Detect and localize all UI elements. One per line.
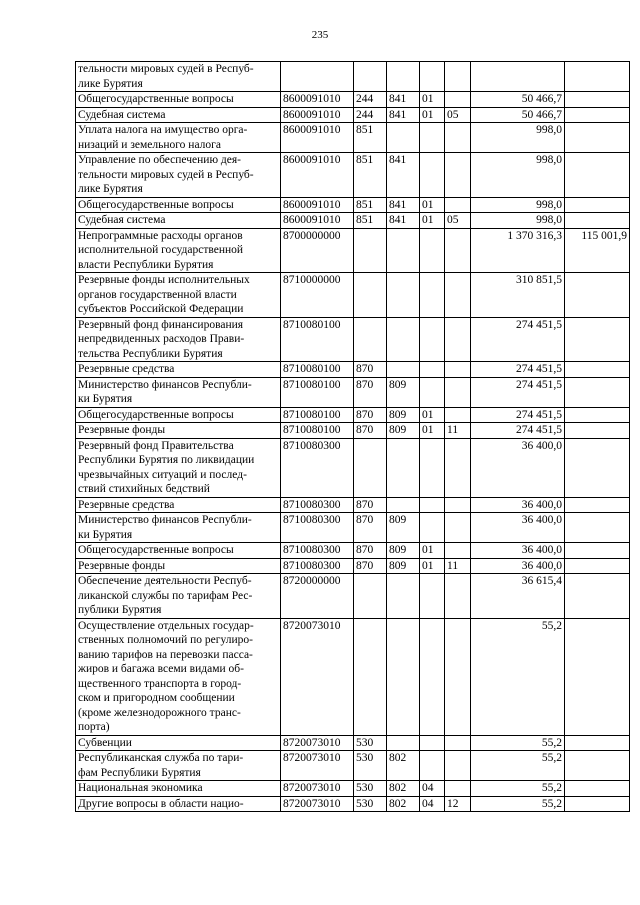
target-article-cell: 8720073010 — [281, 618, 354, 735]
target-article-cell — [281, 62, 354, 92]
amount-cell: 50 466,7 — [471, 107, 565, 123]
target-article-cell: 8710080300 — [281, 558, 354, 574]
amount-cell: 55,2 — [471, 618, 565, 735]
amount-cell: 274 451,5 — [471, 317, 565, 362]
table-row — [76, 407, 630, 423]
amount-cell: 36 400,0 — [471, 497, 565, 513]
target-article-cell: 8720073010 — [281, 751, 354, 781]
section-code-cell: 04 — [420, 781, 445, 797]
page-number: 235 — [311, 29, 329, 41]
administrator-code-cell: 809 — [387, 423, 420, 439]
item-name-cell: Обеспечение деятельности Респуб- ликанской службы по тарифам Рес- публики Бурятия — [76, 574, 281, 619]
item-name-cell: Резервный фонд Правительства Республики Бурятия по ликвидации чрезвычайных ситуаций и послед- ствий стихийных бедствий — [76, 438, 281, 497]
item-name-cell: Другие вопросы в области нацио- — [76, 796, 281, 812]
target-article-cell: 8720073010 — [281, 735, 354, 751]
expense-type-cell: 870 — [354, 543, 387, 559]
section-code-cell — [420, 62, 445, 92]
administrator-code-cell: 809 — [387, 407, 420, 423]
expense-type-cell: 530 — [354, 781, 387, 797]
administrator-code-cell — [387, 574, 420, 619]
item-name-cell: Общегосударственные вопросы — [76, 92, 281, 108]
expense-type-cell: 870 — [354, 362, 387, 378]
target-article-cell: 8600091010 — [281, 153, 354, 198]
subsection-code-cell — [445, 438, 471, 497]
amount-secondary-cell — [565, 543, 630, 559]
table-row — [76, 123, 630, 153]
administrator-code-cell — [387, 618, 420, 735]
target-article-cell: 8600091010 — [281, 107, 354, 123]
table-row — [76, 197, 630, 213]
amount-secondary-cell — [565, 62, 630, 92]
table-row — [76, 153, 630, 198]
subsection-code-cell: 05 — [445, 107, 471, 123]
table-row — [76, 213, 630, 229]
section-code-cell — [420, 513, 445, 543]
administrator-code-cell: 802 — [387, 781, 420, 797]
section-code-cell — [420, 153, 445, 198]
target-article-cell: 8710080300 — [281, 513, 354, 543]
item-name-cell: Республиканская служба по тари- фам Республики Бурятия — [76, 751, 281, 781]
amount-secondary-cell — [565, 362, 630, 378]
subsection-code-cell — [445, 497, 471, 513]
administrator-code-cell: 841 — [387, 107, 420, 123]
section-code-cell — [420, 751, 445, 781]
table-row — [76, 543, 630, 559]
subsection-code-cell — [445, 543, 471, 559]
subsection-code-cell — [445, 574, 471, 619]
amount-cell: 36 400,0 — [471, 438, 565, 497]
target-article-cell: 8710080300 — [281, 543, 354, 559]
table-row — [76, 438, 630, 497]
section-code-cell: 01 — [420, 92, 445, 108]
target-article-cell: 8710080100 — [281, 362, 354, 378]
item-name-cell: Резервные фонды исполнительных органов государственной власти субъектов Российской Федерации — [76, 273, 281, 318]
amount-secondary-cell — [565, 513, 630, 543]
item-name-cell: Резервный фонд финансирования непредвиденных расходов Прави- тельства Республики Бурятия — [76, 317, 281, 362]
table-row — [76, 107, 630, 123]
target-article-cell: 8600091010 — [281, 123, 354, 153]
subsection-code-cell — [445, 513, 471, 543]
budget-table-body — [76, 62, 630, 812]
table-row — [76, 574, 630, 619]
expense-type-cell: 870 — [354, 497, 387, 513]
expense-type-cell — [354, 273, 387, 318]
amount-cell — [471, 62, 565, 92]
administrator-code-cell: 809 — [387, 513, 420, 543]
subsection-code-cell: 05 — [445, 213, 471, 229]
subsection-code-cell — [445, 123, 471, 153]
amount-cell: 998,0 — [471, 197, 565, 213]
subsection-code-cell: 11 — [445, 423, 471, 439]
target-article-cell: 8600091010 — [281, 92, 354, 108]
amount-cell: 998,0 — [471, 213, 565, 229]
amount-secondary-cell — [565, 781, 630, 797]
administrator-code-cell: 809 — [387, 377, 420, 407]
section-code-cell — [420, 317, 445, 362]
expense-type-cell: 870 — [354, 513, 387, 543]
administrator-code-cell — [387, 497, 420, 513]
item-name-cell: Судебная система — [76, 213, 281, 229]
expense-type-cell — [354, 317, 387, 362]
subsection-code-cell — [445, 735, 471, 751]
section-code-cell — [420, 735, 445, 751]
amount-secondary-cell — [565, 153, 630, 198]
table-row — [76, 558, 630, 574]
amount-cell: 998,0 — [471, 153, 565, 198]
target-article-cell: 8710080100 — [281, 407, 354, 423]
expense-type-cell — [354, 62, 387, 92]
table-row — [76, 796, 630, 812]
amount-cell: 36 400,0 — [471, 558, 565, 574]
table-row — [76, 273, 630, 318]
table-row — [76, 228, 630, 273]
item-name-cell: тельности мировых судей в Респуб- лике Бурятия — [76, 62, 281, 92]
section-code-cell: 01 — [420, 423, 445, 439]
target-article-cell: 8720073010 — [281, 781, 354, 797]
table-row — [76, 735, 630, 751]
item-name-cell: Общегосударственные вопросы — [76, 197, 281, 213]
expense-type-cell: 530 — [354, 796, 387, 812]
subsection-code-cell — [445, 153, 471, 198]
administrator-code-cell: 802 — [387, 796, 420, 812]
table-row — [76, 751, 630, 781]
amount-cell: 36 615,4 — [471, 574, 565, 619]
section-code-cell: 01 — [420, 107, 445, 123]
administrator-code-cell: 809 — [387, 543, 420, 559]
expense-type-cell: 870 — [354, 423, 387, 439]
section-code-cell: 01 — [420, 558, 445, 574]
target-article-cell: 8600091010 — [281, 213, 354, 229]
target-article-cell: 8700000000 — [281, 228, 354, 273]
subsection-code-cell — [445, 197, 471, 213]
section-code-cell — [420, 574, 445, 619]
amount-secondary-cell — [565, 497, 630, 513]
table-row — [76, 618, 630, 735]
administrator-code-cell: 802 — [387, 751, 420, 781]
target-article-cell: 8720073010 — [281, 796, 354, 812]
expense-type-cell: 244 — [354, 92, 387, 108]
amount-cell: 36 400,0 — [471, 543, 565, 559]
item-name-cell: Резервные фонды — [76, 423, 281, 439]
item-name-cell: Непрограммные расходы органов исполнительной государственной власти Республики Бурятия — [76, 228, 281, 273]
section-code-cell — [420, 123, 445, 153]
target-article-cell: 8710080100 — [281, 423, 354, 439]
administrator-code-cell: 841 — [387, 197, 420, 213]
expense-type-cell: 870 — [354, 558, 387, 574]
item-name-cell: Осуществление отдельных государ- ственных полномочий по регулиро- ванию тарифов на перевозки пасса- жиров и багажа всеми видами об- щественного транспорта в город- ском и пригородном сообщении (кроме железнодорожного транс- порта) — [76, 618, 281, 735]
section-code-cell: 01 — [420, 407, 445, 423]
table-row — [76, 62, 630, 92]
administrator-code-cell: 841 — [387, 153, 420, 198]
amount-cell: 55,2 — [471, 796, 565, 812]
table-row — [76, 377, 630, 407]
amount-secondary-cell — [565, 423, 630, 439]
item-name-cell: Министерство финансов Республи- ки Бурятия — [76, 513, 281, 543]
amount-secondary-cell — [565, 92, 630, 108]
expense-type-cell: 870 — [354, 407, 387, 423]
amount-secondary-cell — [565, 197, 630, 213]
subsection-code-cell — [445, 751, 471, 781]
administrator-code-cell — [387, 228, 420, 273]
item-name-cell: Резервные средства — [76, 497, 281, 513]
amount-secondary-cell — [565, 618, 630, 735]
budget-table — [75, 61, 630, 812]
administrator-code-cell — [387, 62, 420, 92]
expense-type-cell: 530 — [354, 751, 387, 781]
table-row — [76, 317, 630, 362]
amount-secondary-cell — [565, 558, 630, 574]
section-code-cell — [420, 438, 445, 497]
item-name-cell: Судебная система — [76, 107, 281, 123]
amount-cell: 274 451,5 — [471, 377, 565, 407]
subsection-code-cell: 12 — [445, 796, 471, 812]
amount-cell: 274 451,5 — [471, 362, 565, 378]
amount-secondary-cell: 115 001,9 — [565, 228, 630, 273]
subsection-code-cell — [445, 317, 471, 362]
section-code-cell — [420, 618, 445, 735]
amount-secondary-cell — [565, 107, 630, 123]
amount-cell: 998,0 — [471, 123, 565, 153]
amount-secondary-cell — [565, 213, 630, 229]
item-name-cell: Общегосударственные вопросы — [76, 543, 281, 559]
amount-secondary-cell — [565, 735, 630, 751]
item-name-cell: Национальная экономика — [76, 781, 281, 797]
item-name-cell: Субвенции — [76, 735, 281, 751]
amount-secondary-cell — [565, 574, 630, 619]
subsection-code-cell — [445, 62, 471, 92]
item-name-cell: Общегосударственные вопросы — [76, 407, 281, 423]
target-article-cell: 8720000000 — [281, 574, 354, 619]
subsection-code-cell — [445, 362, 471, 378]
administrator-code-cell — [387, 438, 420, 497]
administrator-code-cell: 809 — [387, 558, 420, 574]
administrator-code-cell — [387, 273, 420, 318]
target-article-cell: 8710080100 — [281, 377, 354, 407]
item-name-cell: Резервные фонды — [76, 558, 281, 574]
amount-secondary-cell — [565, 123, 630, 153]
amount-secondary-cell — [565, 751, 630, 781]
amount-cell: 55,2 — [471, 735, 565, 751]
amount-cell: 274 451,5 — [471, 407, 565, 423]
section-code-cell — [420, 228, 445, 273]
administrator-code-cell — [387, 735, 420, 751]
section-code-cell: 01 — [420, 213, 445, 229]
table-row — [76, 423, 630, 439]
expense-type-cell: 870 — [354, 377, 387, 407]
expense-type-cell — [354, 438, 387, 497]
expense-type-cell: 851 — [354, 153, 387, 198]
amount-cell: 50 466,7 — [471, 92, 565, 108]
amount-secondary-cell — [565, 317, 630, 362]
subsection-code-cell — [445, 92, 471, 108]
target-article-cell: 8600091010 — [281, 197, 354, 213]
amount-secondary-cell — [565, 438, 630, 497]
subsection-code-cell — [445, 781, 471, 797]
section-code-cell — [420, 497, 445, 513]
section-code-cell: 01 — [420, 197, 445, 213]
table-row — [76, 781, 630, 797]
section-code-cell — [420, 377, 445, 407]
amount-cell: 310 851,5 — [471, 273, 565, 318]
expense-type-cell: 530 — [354, 735, 387, 751]
item-name-cell: Уплата налога на имущество орга- низаций и земельного налога — [76, 123, 281, 153]
table-row — [76, 497, 630, 513]
expense-type-cell: 851 — [354, 213, 387, 229]
expense-type-cell: 851 — [354, 197, 387, 213]
section-code-cell — [420, 362, 445, 378]
item-name-cell: Управление по обеспечению дея- тельности мировых судей в Респуб- лике Бурятия — [76, 153, 281, 198]
item-name-cell: Резервные средства — [76, 362, 281, 378]
amount-cell: 1 370 316,3 — [471, 228, 565, 273]
administrator-code-cell — [387, 123, 420, 153]
subsection-code-cell — [445, 228, 471, 273]
target-article-cell: 8710000000 — [281, 273, 354, 318]
amount-secondary-cell — [565, 273, 630, 318]
expense-type-cell — [354, 228, 387, 273]
amount-secondary-cell — [565, 407, 630, 423]
table-row — [76, 513, 630, 543]
section-code-cell: 04 — [420, 796, 445, 812]
administrator-code-cell: 841 — [387, 92, 420, 108]
administrator-code-cell: 841 — [387, 213, 420, 229]
subsection-code-cell — [445, 377, 471, 407]
administrator-code-cell — [387, 362, 420, 378]
amount-cell: 55,2 — [471, 781, 565, 797]
administrator-code-cell — [387, 317, 420, 362]
amount-secondary-cell — [565, 377, 630, 407]
section-code-cell — [420, 273, 445, 318]
subsection-code-cell: 11 — [445, 558, 471, 574]
expense-type-cell: 244 — [354, 107, 387, 123]
amount-cell: 274 451,5 — [471, 423, 565, 439]
amount-cell: 55,2 — [471, 751, 565, 781]
amount-cell: 36 400,0 — [471, 513, 565, 543]
table-row — [76, 362, 630, 378]
subsection-code-cell — [445, 407, 471, 423]
expense-type-cell — [354, 618, 387, 735]
table-row — [76, 92, 630, 108]
target-article-cell: 8710080100 — [281, 317, 354, 362]
expense-type-cell — [354, 574, 387, 619]
subsection-code-cell — [445, 273, 471, 318]
expense-type-cell: 851 — [354, 123, 387, 153]
subsection-code-cell — [445, 618, 471, 735]
target-article-cell: 8710080300 — [281, 497, 354, 513]
target-article-cell: 8710080300 — [281, 438, 354, 497]
amount-secondary-cell — [565, 796, 630, 812]
item-name-cell: Министерство финансов Республи- ки Бурятия — [76, 377, 281, 407]
section-code-cell: 01 — [420, 543, 445, 559]
